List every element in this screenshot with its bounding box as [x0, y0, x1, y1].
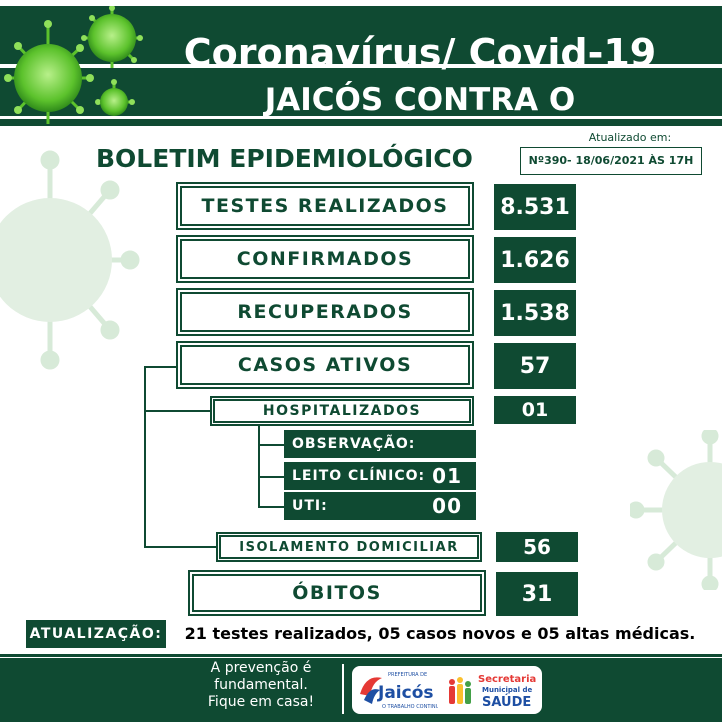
hospitalized-label: HOSPITALIZADOS [213, 399, 471, 423]
updated-label: Atualizado em: [588, 131, 672, 144]
active-label: CASOS ATIVOS [180, 345, 470, 385]
connector-line [144, 366, 146, 548]
recovered-label-box [176, 288, 474, 336]
recovered-label: RECUPERADOS [180, 292, 470, 332]
secretaria-saude-logo [444, 668, 540, 712]
confirmed-label: CONFIRMADOS [180, 239, 470, 279]
tests-value: 8.531 [494, 184, 576, 230]
bulletin-title: BOLETIM EPIDEMIOLÓGICO [96, 144, 473, 173]
updated-value: Nº390- 18/06/2021 ÀS 17H [520, 147, 702, 175]
clinical-bed-value: 01 [432, 464, 462, 488]
deaths-label: ÓBITOS [192, 574, 482, 612]
prevention-line: fundamental. [214, 677, 308, 693]
secretaria-logo-icon [444, 668, 540, 712]
home-isolation-value: 56 [496, 532, 578, 562]
prevention-line: A prevenção é [210, 660, 312, 676]
header-subtitle: JAICÓS CONTRA O [264, 82, 576, 118]
hospitalized-label-box [210, 396, 474, 426]
footer-divider [342, 664, 344, 714]
confirmed-value: 1.626 [494, 237, 576, 283]
secretaria-top-text: Secretaria [478, 674, 537, 685]
observation-row [284, 430, 476, 458]
prefeitura-jaicos-logo [356, 668, 438, 712]
prefeitura-name-text: Jaicós [378, 683, 434, 703]
background-virus-icon [630, 430, 722, 590]
footer-rule [0, 654, 722, 657]
prefeitura-top-text: PREFEITURA DE [388, 672, 428, 678]
icu-value: 00 [432, 494, 462, 518]
icu-row [284, 492, 476, 520]
update-label: ATUALIZAÇÃO: [26, 620, 166, 648]
background-virus-icon [0, 150, 140, 370]
confirmed-label-box [176, 235, 474, 283]
header-banner [0, 6, 722, 126]
connector-line [258, 476, 284, 478]
home-isolation-label: ISOLAMENTO DOMICILIAR [219, 535, 479, 559]
home-isolation-label-box [216, 532, 482, 562]
connector-line [144, 366, 176, 368]
prefeitura-logo-icon [356, 668, 438, 712]
active-label-box [176, 341, 474, 389]
recovered-value: 1.538 [494, 290, 576, 336]
clinical-bed-label: LEITO CLÍNICO: [292, 468, 426, 484]
tests-label-box [176, 182, 474, 230]
update-text: 21 testes realizados, 05 casos novos e 05 altas médicas. [184, 624, 696, 643]
prefeitura-slogan-text: O TRABALHO CONTINUA [382, 704, 438, 710]
secretaria-name-text: SAÚDE [482, 695, 532, 710]
secretaria-mid-text: Municipal de [482, 686, 533, 694]
header-title: Coronavírus/ Covid-19 [183, 31, 657, 75]
active-value: 57 [494, 343, 576, 389]
icu-label: UTI: [292, 498, 328, 514]
clinical-bed-row [284, 462, 476, 490]
connector-line [258, 444, 284, 446]
deaths-label-box [188, 570, 486, 616]
observation-label: OBSERVAÇÃO: [292, 436, 416, 452]
connector-line [144, 410, 210, 412]
hospitalized-value: 01 [494, 396, 576, 424]
prevention-line: Fique em casa! [207, 694, 315, 710]
connector-line [258, 424, 260, 508]
deaths-value: 31 [496, 572, 578, 616]
prevention-message [186, 660, 336, 716]
connector-line [258, 506, 284, 508]
tests-label: TESTES REALIZADOS [180, 186, 470, 226]
connector-line [144, 546, 216, 548]
